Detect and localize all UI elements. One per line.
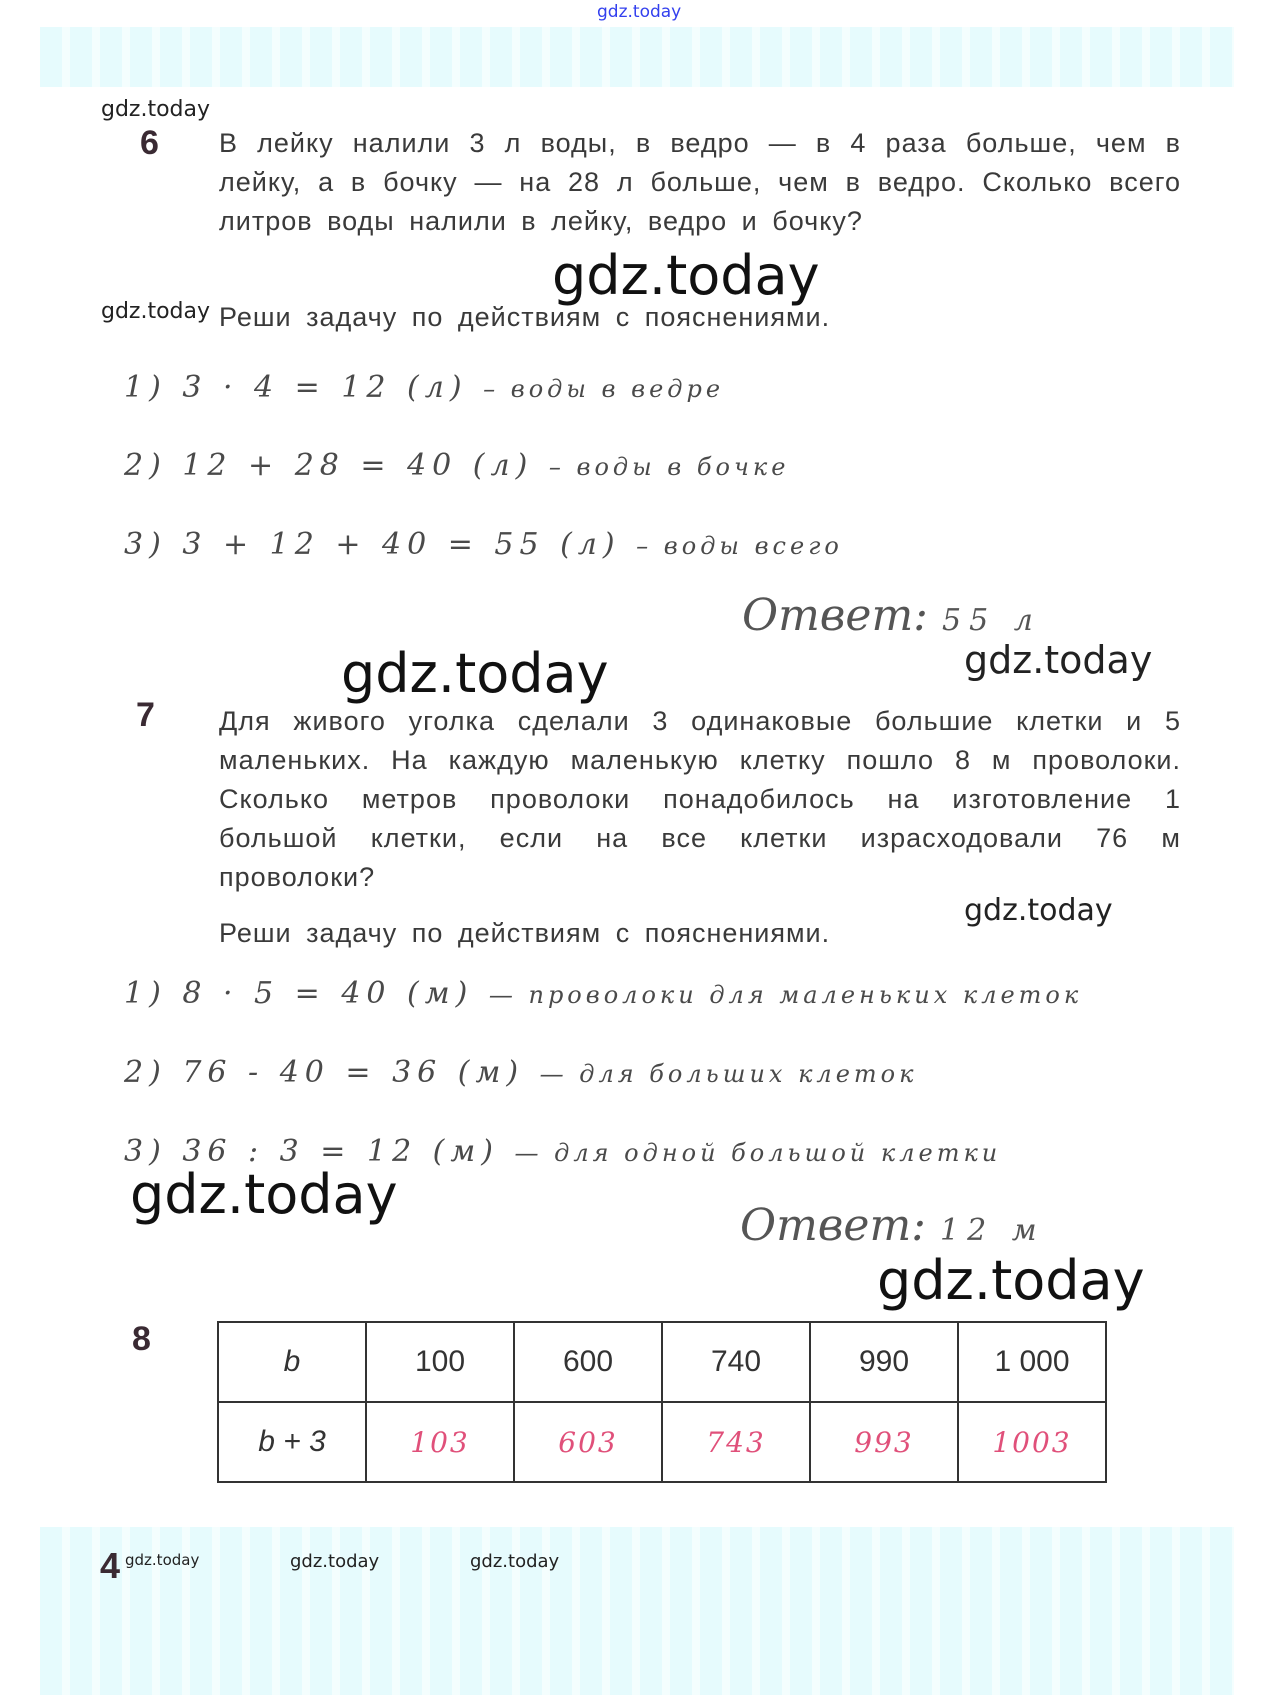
- watermark: gdz.today: [125, 1551, 200, 1569]
- task-instruction: Реши задачу по действиям с пояснениями.: [219, 302, 831, 332]
- solution-step: [124, 370, 724, 405]
- step-expression: 1) 3 · 4 = 12 (л): [124, 370, 468, 405]
- step-note: — проволоки для маленьких клеток: [488, 981, 1083, 1009]
- task-instruction: Реши задачу по действиям с пояснениями.: [219, 918, 831, 948]
- step-note: — для больших клеток: [539, 1060, 918, 1088]
- watermark: gdz.today: [101, 299, 211, 324]
- table-cell: 603: [514, 1402, 662, 1482]
- watermark: gdz.today: [552, 244, 820, 307]
- watermark: gdz.today: [290, 1551, 380, 1572]
- solution-step: [124, 1055, 917, 1090]
- solution-step: [124, 976, 1082, 1011]
- page-number: 4: [100, 1545, 121, 1586]
- step-expression: 2) 12 + 28 = 40 (л): [124, 448, 534, 483]
- table-cell: 743: [662, 1402, 810, 1482]
- solution-step: [124, 448, 789, 483]
- decorative-band-bottom: [40, 1527, 1234, 1695]
- watermark: gdz.today: [877, 1249, 1145, 1312]
- table-cell: b: [218, 1322, 366, 1402]
- watermark: gdz.today: [597, 2, 682, 22]
- table-cell: 600: [514, 1322, 662, 1402]
- answer-value: 12 м: [940, 1213, 1045, 1248]
- solution-step: [124, 527, 843, 562]
- step-note: – воды в ведре: [483, 375, 725, 403]
- task-number: 6: [140, 124, 159, 162]
- watermark: gdz.today: [470, 1551, 560, 1572]
- answer-value: 55 л: [942, 603, 1041, 638]
- watermark: gdz.today: [101, 97, 211, 122]
- task-number: 7: [136, 696, 155, 734]
- answer-label: Ответ:: [740, 1200, 926, 1251]
- answer: [740, 1200, 1045, 1251]
- answer-label: Ответ:: [742, 590, 928, 641]
- task-text: Для живого уголка сделали 3 одинаковые большие клетки и 5 маленьких. На каждую маленькую клетку пошло 8 м проволоки. Сколько метров проволоки понадобилось на изготовление 1 большой клетки, если на все клетки израсходовали 76 м проволоки?: [219, 706, 1181, 892]
- step-expression: 1) 8 · 5 = 40 (м): [124, 976, 474, 1011]
- step-note: – воды всего: [636, 532, 843, 560]
- table-cell: 1 000: [958, 1322, 1106, 1402]
- table-cell: 990: [810, 1322, 958, 1402]
- step-expression: 2) 76 - 40 = 36 (м): [124, 1055, 525, 1090]
- watermark: gdz.today: [130, 1163, 398, 1226]
- task-number: 8: [132, 1320, 151, 1358]
- table-cell: 103: [366, 1402, 514, 1482]
- watermark: gdz.today: [964, 638, 1153, 682]
- watermark: gdz.today: [341, 642, 609, 705]
- table-cell: 100: [366, 1322, 514, 1402]
- watermark: gdz.today: [964, 893, 1113, 928]
- table-cell: 1003: [958, 1402, 1106, 1482]
- step-expression: 3) 36 : 3 = 12 (м): [124, 1134, 499, 1169]
- table-cell: 740: [662, 1322, 810, 1402]
- step-note: – воды в бочке: [548, 453, 790, 481]
- answer: [742, 590, 1041, 641]
- step-expression: 3) 3 + 12 + 40 = 55 (л): [124, 527, 621, 562]
- table-cell: b + 3: [218, 1402, 366, 1482]
- values-table: [217, 1321, 1107, 1483]
- table-row: [218, 1322, 1106, 1402]
- step-note: — для одной большой клетки: [514, 1139, 1002, 1167]
- decorative-band-top: [40, 27, 1234, 87]
- table-row: [218, 1402, 1106, 1482]
- table-cell: 993: [810, 1402, 958, 1482]
- task-text: В лейку налили 3 л воды, в ведро — в 4 раза больше, чем в лейку, а в бочку — на 28 л больше, чем в ведро. Сколько всего литров воды налили в лейку, ведро и бочку?: [219, 128, 1181, 236]
